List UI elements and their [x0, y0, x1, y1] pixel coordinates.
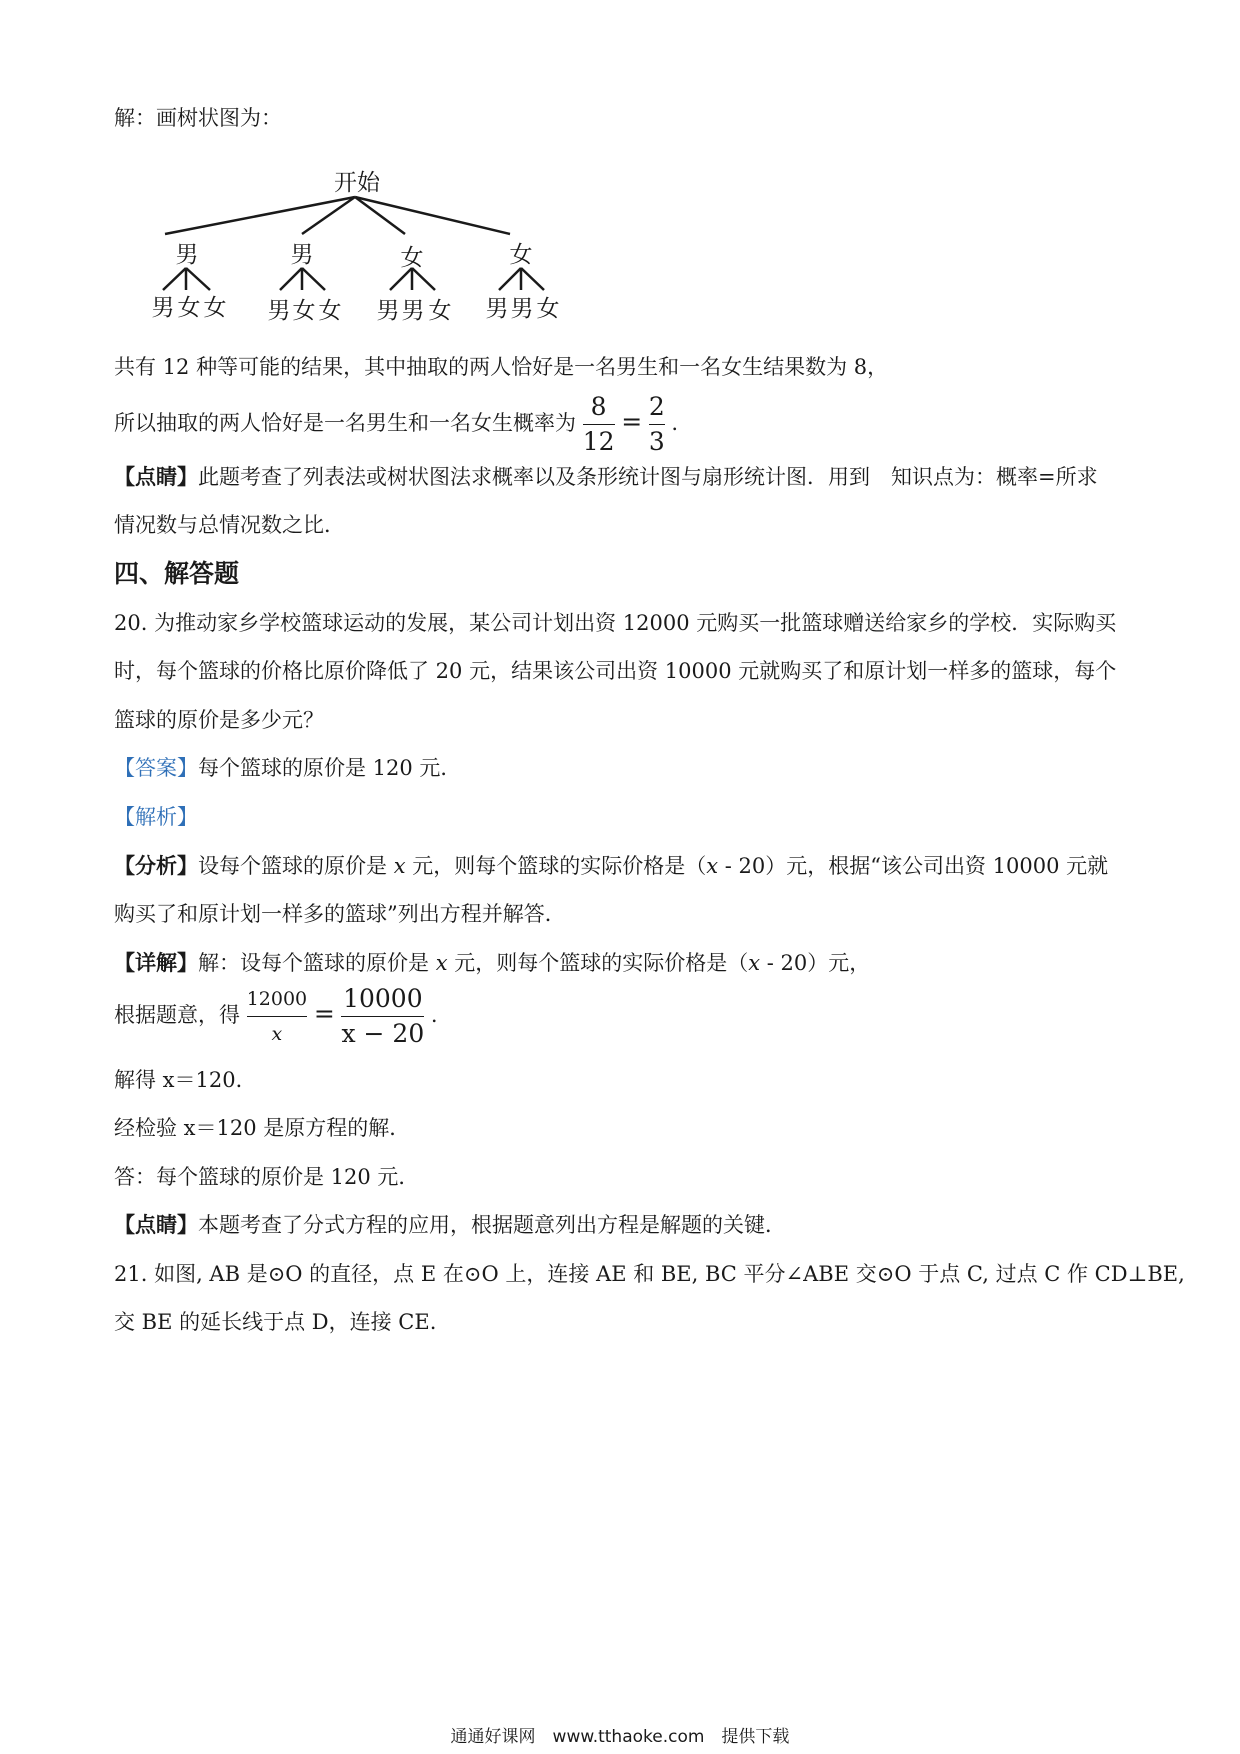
fraction — [649, 392, 665, 457]
tree-node-l1: 女 — [509, 242, 533, 268]
fraction-numerator: 10000 — [343, 984, 423, 1013]
dianjing-text: 此题考查了列表法或树状图法求概率以及条形统计图与扇形统计图．用到 知识点为：概率=所求 — [198, 465, 1098, 489]
period: . — [430, 1003, 438, 1027]
tree-node-l2: 男 — [510, 296, 534, 322]
xiangjie-text: 解：设每个篮球的原价是 — [198, 951, 429, 975]
dianjing-label: 【点睛】 — [114, 1212, 198, 1237]
fraction-denominator: x − 20 — [341, 1019, 425, 1048]
tree-edge — [280, 268, 302, 290]
q20-fenxi — [114, 851, 1108, 881]
fraction-denominator: 3 — [648, 427, 665, 456]
fenxi-text: - 20）元，根据“该公司出资 10000 元就 — [718, 854, 1109, 878]
variable-x: x — [435, 951, 448, 975]
tree-edge — [390, 268, 412, 290]
tree-root: 开始 — [334, 170, 380, 196]
variable-x: x — [748, 951, 761, 975]
tree-edge — [499, 268, 521, 290]
q20-dianjing — [114, 1210, 786, 1240]
q19-dianjing-cont: 情况数与总情况数之比． — [114, 513, 345, 537]
q20-reply: 答：每个篮球的原价是 120 元． — [114, 1165, 420, 1189]
q20-line: 20. 为推动家乡学校篮球运动的发展，某公司计划出资 12000 元购买一批篮球赠送给家乡的学校．实际购买 — [114, 611, 1117, 635]
variable-x: x — [706, 854, 719, 878]
tree-node-l2: 女 — [536, 296, 560, 322]
fraction-numerator: 12000 — [246, 988, 308, 1010]
fraction-denominator: 12 — [582, 427, 615, 456]
xiangjie-label: 【详解】 — [114, 950, 198, 975]
tree-node-l1: 女 — [400, 245, 424, 271]
tree-node-l2: 女 — [318, 298, 342, 324]
equals-sign: = — [621, 407, 643, 436]
jiexi-label: 【解析】 — [114, 805, 198, 829]
fenxi-text: 设每个篮球的原价是 — [198, 854, 387, 878]
tree-edge — [163, 268, 186, 290]
tree-node-l2: 男 — [151, 295, 175, 321]
fraction — [247, 984, 307, 1049]
tree-node-l2: 女 — [177, 295, 201, 321]
q19-dianjing — [114, 462, 1098, 492]
fraction-numerator: 8 — [590, 392, 607, 421]
q19-probability — [114, 392, 678, 457]
fraction-numerator: 2 — [648, 392, 665, 421]
q20-line: 篮球的原价是多少元？ — [114, 708, 324, 732]
tree-node-l1: 男 — [175, 242, 199, 268]
q20-answer — [114, 753, 461, 783]
variable-x: x — [393, 854, 406, 878]
q19-probability-text: 所以抽取的两人恰好是一名男生和一名女生概率为 — [114, 411, 576, 435]
q21-line: 交 BE 的延长线于点 D，连接 CE. — [114, 1310, 437, 1334]
tree-edge — [412, 268, 435, 290]
fenxi-text: 元，则每个篮球的实际价格是（ — [412, 854, 707, 878]
xiangjie-text: 元，则每个篮球的实际价格是（ — [454, 951, 749, 975]
answer-label: 【答案】 — [114, 756, 198, 780]
answer-text: 每个篮球的原价是 120 元． — [198, 756, 462, 780]
section-heading: 四、解答题 — [114, 559, 240, 588]
period: . — [671, 411, 679, 435]
tree-node-l2: 男 — [401, 298, 425, 324]
q20-solve: 解得 x＝120． — [114, 1068, 257, 1092]
tree-diagram — [0, 0, 1240, 330]
dianjing-label: 【点睛】 — [114, 464, 198, 489]
tree-node-l2: 女 — [203, 295, 227, 321]
q20-equation — [114, 984, 438, 1049]
page-footer: 通通好课网 www.tthaoke.com 提供下载 — [450, 1727, 790, 1747]
tree-node-l2: 女 — [428, 298, 452, 324]
tree-node-l1: 男 — [290, 242, 314, 268]
fraction — [583, 392, 615, 457]
equation-prefix: 根据题意，得 — [114, 1003, 240, 1027]
q20-check: 经检验 x＝120 是原方程的解． — [114, 1116, 411, 1140]
q20-fenxi-cont: 购买了和原计划一样多的篮球”列出方程并解答． — [114, 902, 566, 926]
tree-edge — [302, 268, 325, 290]
q19-result: 共有 12 种等可能的结果，其中抽取的两人恰好是一名男生和一名女生结果数为 8， — [114, 355, 889, 379]
q20-xiangjie — [114, 948, 870, 978]
tree-edge — [521, 268, 544, 290]
solution-intro: 解：画树状图为： — [114, 106, 282, 130]
q21-line: 21. 如图, AB 是⊙O 的直径，点 E 在⊙O 上，连接 AE 和 BE, BC 平分∠ABE 交⊙O 于点 C, 过点 C 作 CD⊥BE, — [114, 1262, 1185, 1286]
fenxi-label: 【分析】 — [114, 853, 198, 878]
xiangjie-text: - 20）元， — [760, 951, 871, 975]
tree-node-l2: 女 — [292, 298, 316, 324]
tree-edge — [186, 268, 210, 290]
tree-node-l2: 男 — [485, 296, 509, 322]
q20-line: 时，每个篮球的价格比原价降低了 20 元，结果该公司出资 10000 元就购买了和原计划一样多的篮球，每个 — [114, 659, 1117, 683]
equals-sign: = — [313, 999, 335, 1028]
dianjing-text: 本题考查了分式方程的应用，根据题意列出方程是解题的关键． — [198, 1213, 786, 1237]
tree-node-l2: 男 — [376, 298, 400, 324]
fraction — [341, 984, 424, 1049]
fraction-denominator: x — [271, 1023, 283, 1045]
tree-node-l2: 男 — [267, 298, 291, 324]
